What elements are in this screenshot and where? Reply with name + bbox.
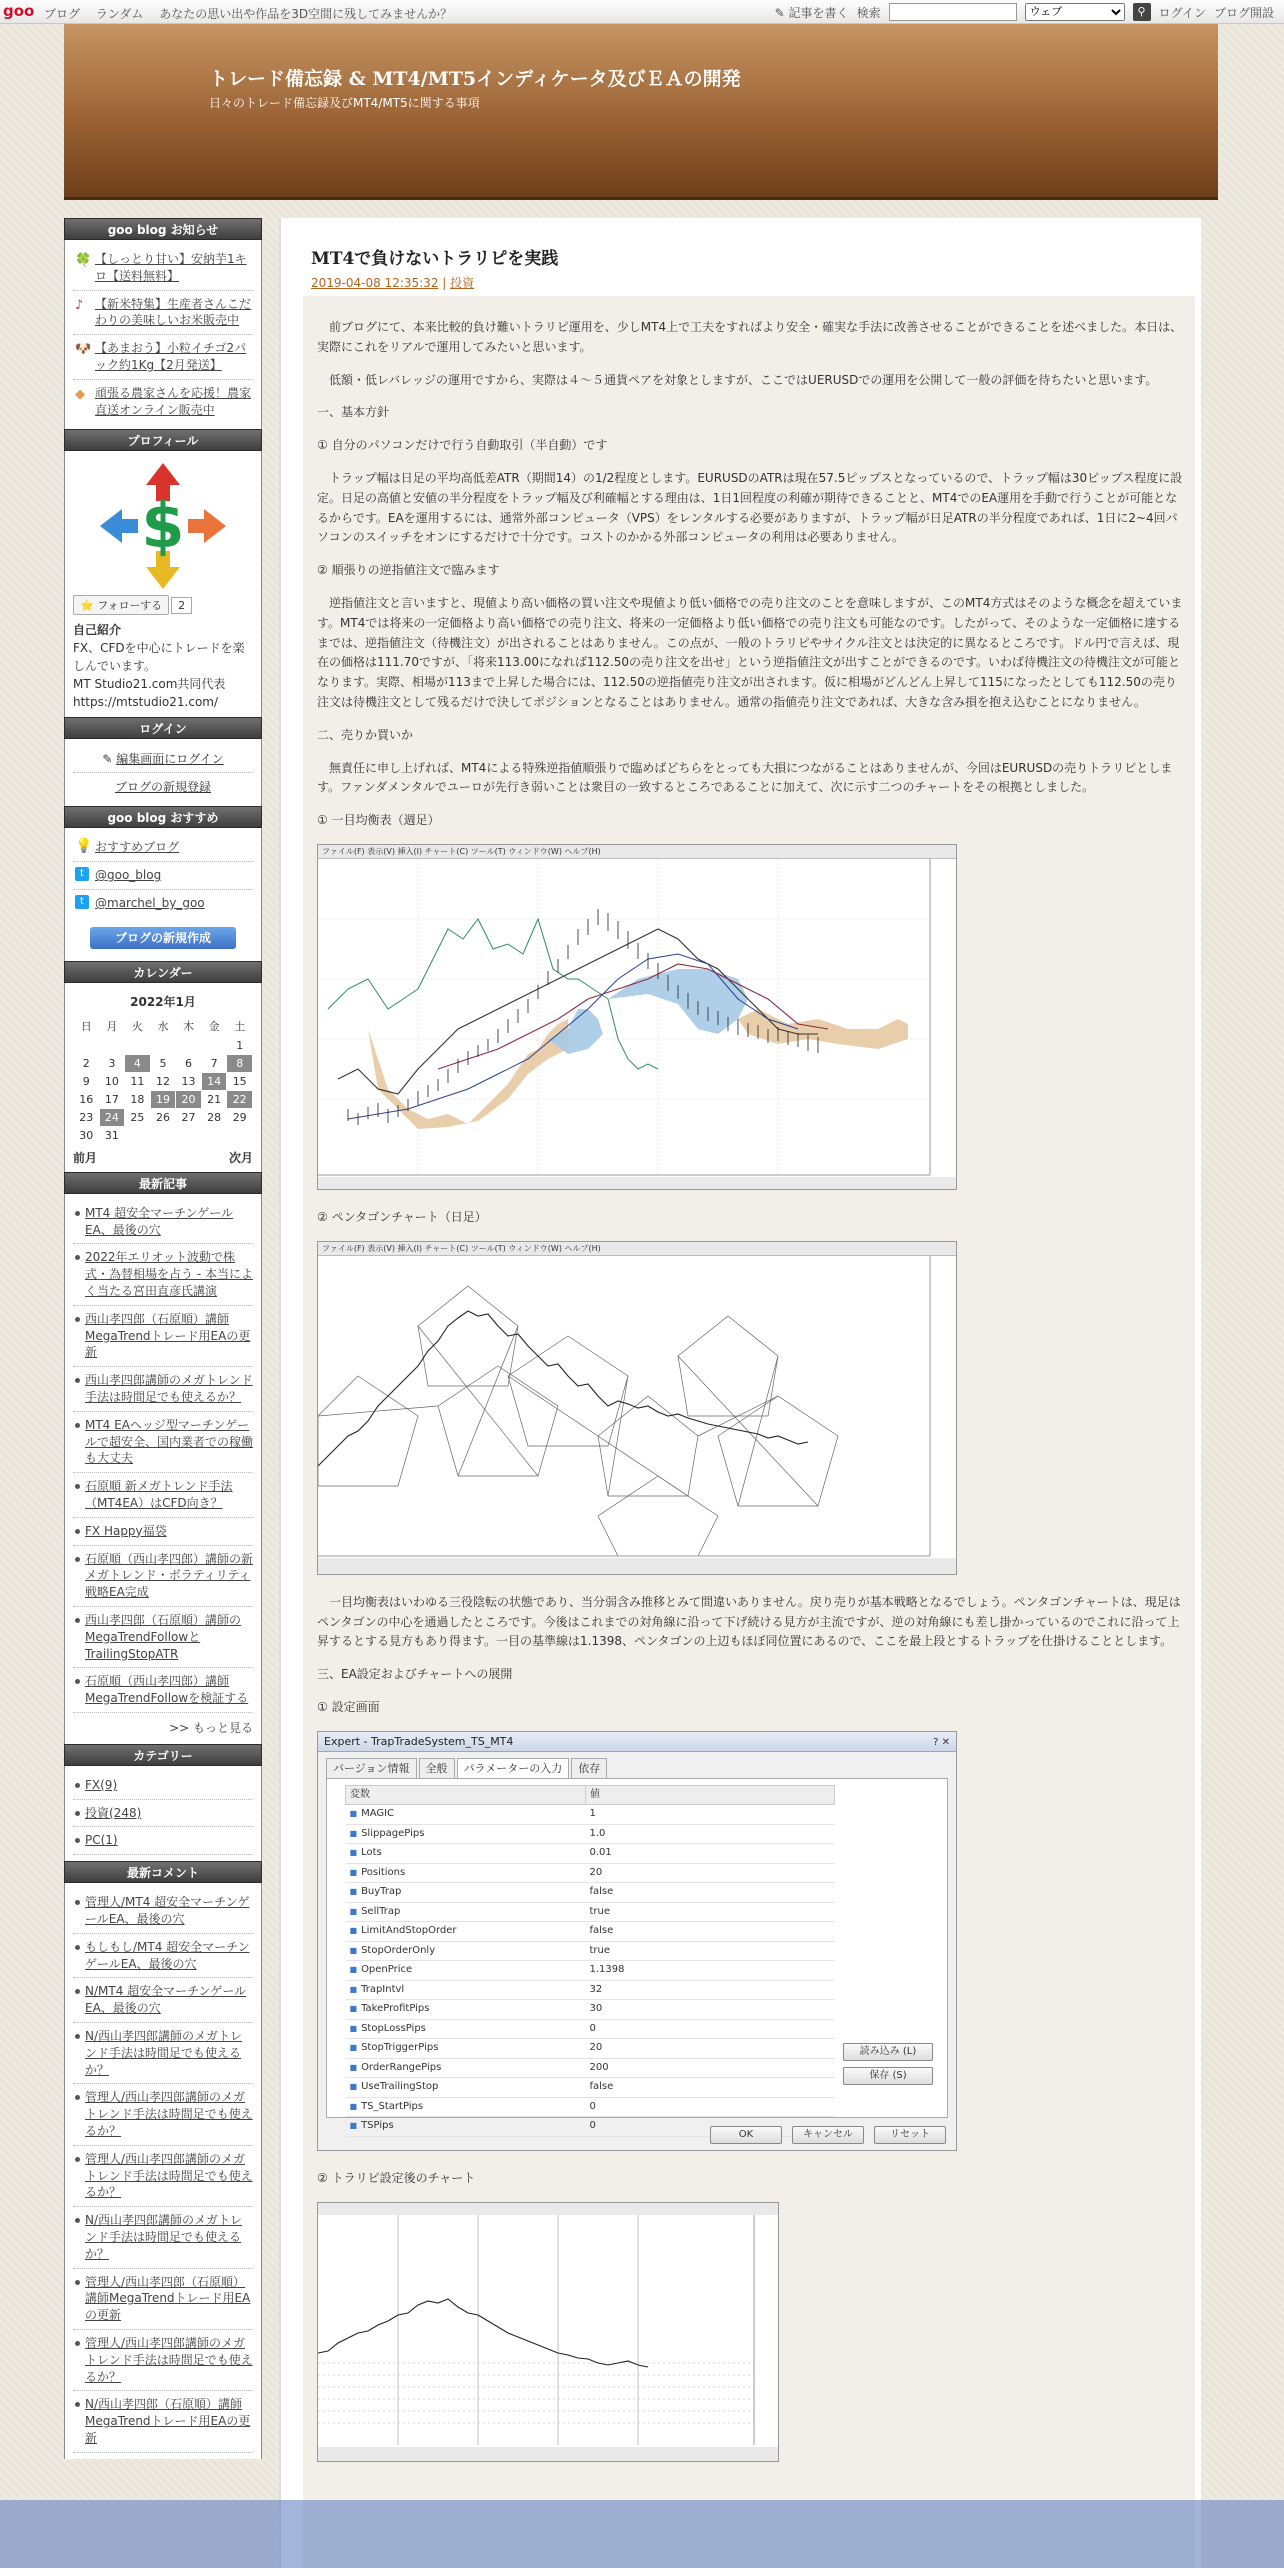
param-value[interactable]: 0: [586, 2097, 835, 2117]
param-name: ■ Lots: [346, 1844, 586, 1864]
calendar-table: [73, 1016, 253, 1145]
param-name: ■ StopOrderOnly: [346, 1941, 586, 1961]
recent-comment-item: [73, 2084, 253, 2145]
post-paragraph: 一目均衡表はいわゆる三役陰転の状態であり、当分弱含み推移とみて間違いありません。戻り売りが基本戦略となるでしょう。ペンタゴンチャートは、現足はペンタゴンの中心を通過したところです。今後はこれまでの対角線に沿って下げ続ける見方が主流ですが、逆の対角線にも差し掛かっているのでこれに沿って上昇するとする見方もあり得ます。一目の基準線は1.1398、ペンタゴンの上辺もほぼ同位置にあるので、ここを最上段とするトラップを仕掛けることとします。: [317, 1594, 1181, 1649]
param-row[interactable]: [346, 1902, 835, 1922]
param-value[interactable]: 1.1398: [586, 1961, 835, 1981]
calendar-box: [64, 983, 262, 1172]
calendar-day: 11: [125, 1072, 151, 1090]
goo-logo[interactable]: goo: [3, 2, 35, 20]
param-name: ■ TakeProfitPips: [346, 2000, 586, 2020]
recommend-item: [73, 834, 253, 862]
recent-comment-item: [73, 2146, 253, 2207]
nav-random-link[interactable]: ランダム: [95, 7, 144, 21]
post-category[interactable]: 投資: [450, 276, 475, 290]
param-value[interactable]: 1.0: [586, 1824, 835, 1844]
calendar-day: [176, 1126, 202, 1144]
calendar-day[interactable]: 22: [227, 1090, 253, 1108]
chart-menubar: ファイル(F) 表示(V) 挿入(I) チャート(C) ツール(T) ウィンドウ(W) ヘルプ(H): [318, 1242, 956, 1256]
post-caption: ① 一目均衡表（週足）: [317, 813, 440, 828]
post-meta: 2019-04-08 12:35:32 | 投資: [311, 276, 475, 290]
calendar-month: 2022年1月: [130, 994, 196, 1009]
ichimoku-chart-image[interactable]: [317, 844, 957, 1190]
params-panel: [326, 1778, 948, 2132]
recent-comment-link[interactable]: 管理人/西山孝四郎講師のメガトレンド手法は時間足でも使えるか？: [85, 2151, 253, 2200]
recent-comment-link[interactable]: 管理人/西山孝四郎（石原順）講師MegaTrendトレード用EAの更新: [85, 2274, 251, 2323]
calendar-day: [201, 1036, 227, 1054]
trap-chart-image[interactable]: [317, 2202, 779, 2462]
calendar-day: [150, 1036, 176, 1054]
recent-comment-item: [73, 2023, 253, 2084]
sidebar: [64, 218, 262, 2459]
recent-article-item: [73, 1607, 253, 1668]
save-button[interactable]: 保存 (S): [843, 2067, 933, 2085]
params-table: [345, 1785, 835, 2137]
dialog-title: Expert - TrapTradeSystem_TS_MT4: [318, 1732, 956, 1752]
intro-line: FX、CFDを中心にトレードを楽しんでいます。: [73, 641, 245, 674]
comments-box: [64, 1883, 262, 2459]
calendar-day: 10: [99, 1072, 125, 1090]
register-link[interactable]: ブログの新規登録: [114, 780, 211, 795]
dog-icon: 🐶: [75, 342, 92, 358]
tab-general[interactable]: 全般: [419, 1758, 455, 1779]
search-icon[interactable]: ⚲: [1133, 3, 1151, 21]
recent-article-link[interactable]: 西山孝四郎（石原順）講師のMegaTrendFollowとTrailingStopATR: [85, 1612, 242, 1661]
recent-article-item: [73, 1200, 253, 1245]
recent-comment-link[interactable]: 管理人/MT4 超安全マーチンゲールEA、最後の穴: [85, 1895, 250, 1927]
calendar-day: 12: [150, 1072, 176, 1090]
post-heading: 二、売りか買いか: [317, 727, 414, 742]
recent-more-link[interactable]: >> もっと見る: [169, 1720, 253, 1735]
recent-comment-item: [73, 1889, 253, 1934]
recent-article-link[interactable]: 西山孝四郎講師のメガトレンド手法は時間足でも使えるか？: [85, 1373, 253, 1404]
search-label: 検索: [856, 5, 881, 20]
params-body: [346, 1805, 835, 2137]
param-value[interactable]: 200: [586, 2058, 835, 2078]
param-value[interactable]: true: [586, 1941, 835, 1961]
recent-comment-link[interactable]: N/MT4 超安全マーチンゲールEA、最後の穴: [85, 1984, 247, 2016]
param-name: ■ UseTrailingStop: [346, 2078, 586, 2098]
blog-description: 日々のトレード備忘録及びMT4/MT5に関する事項: [209, 96, 480, 110]
calendar-week: [74, 1126, 253, 1144]
goo-topbar: [0, 0, 1284, 24]
intro-label: 自己紹介: [73, 623, 122, 638]
param-row[interactable]: [346, 2078, 835, 2098]
twitter-goo-link[interactable]: @goo_blog: [95, 868, 162, 883]
calendar-day[interactable]: 20: [176, 1090, 202, 1108]
param-name: ■ StopTriggerPips: [346, 2039, 586, 2059]
param-row[interactable]: [346, 1961, 835, 1981]
param-row[interactable]: [346, 2058, 835, 2078]
calendar-weekday: 水: [157, 1019, 169, 1033]
category-heading: カテゴリー: [64, 1744, 262, 1766]
param-row[interactable]: [346, 1980, 835, 2000]
calendar-weekdays: [74, 1016, 253, 1037]
calendar-day: [201, 1126, 227, 1144]
diamond-icon: ◆: [75, 386, 85, 402]
param-name: ■ SellTrap: [346, 1902, 586, 1922]
recent-comment-item: [73, 2330, 253, 2391]
lightbulb-icon: 💡: [75, 838, 93, 855]
profile-box: [64, 451, 262, 717]
notice-item: [73, 246, 253, 291]
pentagon-chart-image[interactable]: [317, 1241, 957, 1575]
new-blog-button[interactable]: ブログの新規作成: [90, 927, 236, 949]
calendar-week: [74, 1090, 253, 1108]
param-value[interactable]: 20: [586, 1863, 835, 1883]
calendar-week: [74, 1054, 253, 1072]
recent-list: [73, 1200, 253, 1713]
recent-article-link[interactable]: 石原順 新メガトレンド手法（MT4EA）はCFD向き？: [85, 1479, 233, 1510]
recent-article-link[interactable]: MT4 超安全マーチンゲールEA、最後の穴: [85, 1205, 234, 1237]
param-value[interactable]: 20: [586, 2039, 835, 2059]
notice-item: [73, 335, 253, 380]
calendar-week: [74, 1072, 253, 1090]
category-box: [64, 1766, 262, 1861]
param-name: ■ OrderRangePips: [346, 2058, 586, 2078]
notice-box: [64, 240, 262, 429]
calendar-day: 5: [150, 1054, 176, 1072]
calendar-day: 21: [201, 1090, 227, 1108]
calendar-week: [74, 1036, 253, 1054]
category-item: [73, 1772, 253, 1800]
calendar-day: 25: [125, 1108, 151, 1126]
calendar-day[interactable]: 4: [125, 1054, 151, 1072]
calendar-day: [74, 1036, 100, 1054]
param-row[interactable]: [346, 2039, 835, 2059]
recent-article-link[interactable]: MT4 EAヘッジ型マーチンゲールで超安全、国内業者での稼働も大丈夫: [85, 1417, 254, 1466]
post-paragraph: 前ブログにて、本来比較的負け難いトラリピ運用を、少しMT4上で工夫をすればより安全・確実な手法に改善させることができることを述べました。本日は、実際にこれをリアルで運用してみたいと思います。: [317, 320, 1183, 354]
calendar-day: 26: [150, 1108, 176, 1126]
calendar-day: 29: [227, 1108, 253, 1126]
profile-intro: [73, 621, 253, 711]
load-button[interactable]: 読み込み (L): [843, 2043, 933, 2061]
write-article-label: 記事を書く: [788, 5, 849, 20]
blog-header: [64, 24, 1218, 200]
param-row[interactable]: [346, 1941, 835, 1961]
param-name: ■ BuyTrap: [346, 1883, 586, 1903]
param-row[interactable]: [346, 2019, 835, 2039]
param-value[interactable]: false: [586, 1883, 835, 1903]
calendar-day: [125, 1036, 151, 1054]
dialog-tabs: [318, 1752, 956, 1779]
category-link[interactable]: PC(1): [85, 1833, 118, 1848]
param-row[interactable]: [346, 1863, 835, 1883]
param-row[interactable]: [346, 1824, 835, 1844]
calendar-day: 3: [99, 1054, 125, 1072]
post-paragraph: 逆指値注文と言いますと、現値より高い価格の買い注文や現値より低い価格での売り注文のことを意味しますが、このMT4方式はそのような概念を超えています。MT4では将来の一定価格より高い価格での売り注文、将来の一定価格より低い価格での売り注文も可能なのです。したがって、そのような一定価格に達するまでは、逆指値注文（待機注文）が出されることはありません。この点が、一般のトラリピやサイクル注文とは決定的に異なるところです。ドル円で言えば、現在の価格は111.70ですが、「将来113.00になれば112.50の売り注文を出せ」という逆指値注文が出すことができるのです。いわば待機注文の待機注文が可能となります。実際、相場が113まで上昇した場合には、112.50の逆指値売り注文が出されます。仮に相場がどんどん上昇して115になったとしても112.50の売り注文は待機注文として残るだけで決してポジションとなることはありません。通常の指値売り注文であれば、大きな含み損を抱え込むことになりません。: [317, 595, 1183, 709]
calendar-day: 30: [74, 1126, 100, 1144]
recent-heading: 最新記事: [64, 1172, 262, 1194]
recent-comment-item: [73, 2269, 253, 2330]
category-item: [73, 1827, 253, 1855]
recent-comment-item: [73, 1978, 253, 2023]
recent-box: [64, 1194, 262, 1744]
calendar-day[interactable]: 24: [99, 1108, 125, 1126]
recent-article-item: [73, 1412, 253, 1473]
recent-article-item: [73, 1473, 253, 1518]
calendar-weekday: 火: [131, 1019, 143, 1033]
param-name: ■ TS_StartPips: [346, 2097, 586, 2117]
pentagon-chart-svg: [318, 1256, 957, 1575]
reset-button[interactable]: リセット: [874, 2126, 946, 2144]
profile-avatar[interactable]: [98, 461, 228, 591]
open-blog-link[interactable]: ブログ開設: [1213, 5, 1274, 20]
trap-chart-svg: [318, 2203, 779, 2462]
ea-settings-dialog[interactable]: [317, 1731, 957, 2151]
param-name: ■ StopLossPips: [346, 2019, 586, 2039]
tab-dependencies[interactable]: 依存: [571, 1758, 607, 1779]
topbar-nav: [44, 5, 464, 22]
register-row: [73, 773, 253, 800]
write-article-link[interactable]: ✎ 記事を書く: [774, 5, 849, 20]
recommend-item: [73, 862, 253, 890]
edit-login-link[interactable]: 編集画面にログイン: [116, 752, 224, 767]
recent-article-link[interactable]: FX Happy福袋: [85, 1523, 167, 1538]
calendar-week: [74, 1108, 253, 1126]
param-name: ■ MAGIC: [346, 1805, 586, 1825]
calendar-day: 31: [99, 1126, 125, 1144]
pencil-icon: ✎: [102, 752, 113, 767]
comments-heading: 最新コメント: [64, 1861, 262, 1883]
main-content: [279, 218, 1201, 2568]
calendar-day: 15: [227, 1072, 253, 1090]
param-row[interactable]: [346, 1922, 835, 1942]
post-paragraph: 無責任に申し上げれば、MT4による特殊逆指値順張りで臨めばどちらをとっても大損につながることはありませんが、今回はEURUSDの売りトラリピとします。ファンダメンタルでユーロが先行き弱いことは衆目の一致するところであることに加えて、次に示す二つのチャートをその根拠としました。: [317, 760, 1173, 795]
login-heading: ログイン: [64, 717, 262, 739]
follow-button[interactable]: ⭐ フォローする: [73, 595, 169, 615]
param-row[interactable]: [346, 2097, 835, 2117]
calendar-day: 17: [99, 1090, 125, 1108]
param-name: ■ TrapIntvl: [346, 1980, 586, 2000]
profile-heading: プロフィール: [64, 429, 262, 451]
recent-article-item: [73, 1546, 253, 1607]
cancel-button[interactable]: キャンセル: [792, 2126, 864, 2144]
calendar-day: 28: [201, 1108, 227, 1126]
recent-comment-link[interactable]: 管理人/西山孝四郎講師のメガトレンド手法は時間足でも使えるか？: [85, 2090, 253, 2139]
svg-text:$: $: [141, 489, 185, 563]
recent-article-link[interactable]: 石原順（西山孝四郎）講師MegaTrendFollowを検証する: [85, 1674, 249, 1706]
recommend-box: [64, 828, 262, 960]
calendar-day[interactable]: 8: [227, 1054, 253, 1072]
calendar-weekday: 木: [183, 1019, 195, 1033]
category-item: [73, 1800, 253, 1828]
recent-article-link[interactable]: 石原順（西山孝四郎）講師の新メガトレンド・ボラティリティ戦略EA完成: [85, 1551, 254, 1600]
notice-heading: goo blog お知らせ: [64, 218, 262, 240]
post-paragraph: トラップ幅は日足の平均高低差ATR（期間14）の1/2程度とします。EURUSDのATRは現在57.5ピップスとなっているので、トラップ幅は30ピップス程度に設定。日足の高値と安値の半分程度をトラップ幅及び利確幅とする理由は、1日1回程度の利確が期待できることと、MT4でのEA運用を手動で行うことが可能となるからです。EAを運用するには、通常外部コンピュータ（VPS）をレンタルする必要がありますが、トラップ幅が日足ATRの半分程度であれば、1日に2~4回パソコンのスイッチをオンにするだけで十分です。コストのかかる外部コンピュータの利用は必要ありません。: [317, 470, 1183, 545]
calendar-next-link[interactable]: 次月: [228, 1150, 253, 1165]
param-value[interactable]: 30: [586, 2000, 835, 2020]
login-link[interactable]: ログイン: [1158, 5, 1206, 20]
param-value[interactable]: 32: [586, 1980, 835, 2000]
param-value[interactable]: 0.01: [586, 1844, 835, 1864]
notice-link[interactable]: 【あまおう】小粒イチゴ2パック約1Kg【2月発送】: [95, 341, 247, 372]
calendar-weekday: 月: [106, 1019, 118, 1033]
dollar-arrows-icon: [98, 461, 228, 591]
param-name: ■ Positions: [346, 1863, 586, 1883]
music-note-icon: ♪: [75, 297, 84, 313]
recent-article-item: [73, 1367, 253, 1412]
category-list: [73, 1772, 253, 1855]
recent-comment-link[interactable]: N/西山孝四郎講師のメガトレンド手法は時間足でも使えるか？: [85, 2029, 243, 2077]
calendar-day: 9: [74, 1072, 100, 1090]
post-subheading: ② 順張りの逆指値注文で臨みます: [317, 563, 500, 578]
post-subheading: ① 自分のパソコンだけで行う自動取引（半自動）です: [317, 438, 608, 453]
intro-line: MT Studio21.com共同代表: [73, 677, 226, 692]
post-body: [303, 296, 1195, 2568]
params-col-var: 変数: [346, 1785, 586, 1805]
tab-inputs[interactable]: パラメーターの入力: [457, 1758, 570, 1779]
param-value[interactable]: false: [586, 2078, 835, 2098]
blog-title[interactable]: トレード備忘録 & MT4/MT5インディケータ及びＥＡの開発: [209, 68, 741, 90]
topbar-right: [775, 3, 1274, 21]
category-link[interactable]: 投資(248): [85, 1805, 142, 1820]
clover-icon: 🍀: [75, 253, 92, 268]
param-value[interactable]: 0: [586, 2019, 835, 2039]
recent-article-link[interactable]: 2022年エリオット波動で株式・為替相場を占う - 本当によく当たる宮田直彦氏講演: [85, 1250, 253, 1298]
calendar-day: 13: [176, 1072, 202, 1090]
ichimoku-chart-svg: [318, 859, 957, 1190]
recommend-link[interactable]: おすすめブログ: [95, 840, 180, 855]
category-link[interactable]: FX(9): [85, 1777, 118, 1792]
params-col-val: 値: [586, 1785, 835, 1805]
calendar-weekday: 日: [80, 1019, 92, 1033]
twitter-icon: t: [75, 895, 89, 909]
calendar-day: [150, 1126, 176, 1144]
nav-blog-link[interactable]: ブログ: [44, 7, 81, 21]
param-row[interactable]: [346, 2000, 835, 2020]
notice-link[interactable]: 【新米特集】生産者さんこだわりの美味しいお米販売中: [95, 296, 252, 328]
tab-version[interactable]: バージョン情報: [326, 1758, 417, 1779]
param-name: ■ OpenPrice: [346, 1961, 586, 1981]
recent-article-item: [73, 1518, 253, 1546]
calendar-day[interactable]: 14: [201, 1072, 227, 1090]
recommend-item: [73, 890, 253, 917]
notice-link[interactable]: 頑張る農家さんを応援！農家直送オンライン販売中: [95, 385, 252, 417]
dialog-help-close[interactable]: ? ✕: [933, 1736, 950, 1748]
post-paragraph: 低額・低レバレッジの運用ですから、実際は４～５通貨ペアを対象としますが、ここではUERUSDでの運用を公開して一般の評価を待ちたいと思います。: [329, 372, 1158, 387]
param-value[interactable]: false: [586, 1922, 835, 1942]
recent-comment-item: [73, 2207, 253, 2268]
recent-article-link[interactable]: 西山孝四郎（石原順）講師MegaTrendトレード用EAの更新: [85, 1311, 251, 1360]
post-caption: ② ペンタゴンチャート（日足）: [317, 1209, 487, 1224]
param-value[interactable]: true: [586, 1902, 835, 1922]
post-heading: 一、基本方針: [317, 405, 390, 420]
recent-comment-item: [73, 2391, 253, 2452]
login-box: [64, 739, 262, 806]
param-row[interactable]: [346, 1805, 835, 1825]
post-heading: 三、EA設定およびチャートへの展開: [317, 1667, 513, 1682]
notice-link[interactable]: 【しっとり甘い】安納芋1キロ【送料無料】: [95, 252, 247, 283]
recent-comment-link[interactable]: もしもし/MT4 超安全マーチンゲールEA、最後の穴: [85, 1939, 250, 1971]
recent-comment-item: [73, 1934, 253, 1979]
calendar-day: 27: [176, 1108, 202, 1126]
nav-promo-link[interactable]: あなたの思い出や作品を3D空間に残してみませんか？: [159, 7, 453, 21]
calendar-day: 1: [227, 1036, 253, 1054]
recent-comment-link[interactable]: N/西山孝四郎（石原順）講師MegaTrendトレード用EAの更新: [85, 2397, 251, 2445]
param-name: ■ LimitAndStopOrder: [346, 1922, 586, 1942]
calendar-day: 7: [201, 1054, 227, 1072]
calendar-heading: カレンダー: [64, 961, 262, 983]
calendar-day: 2: [74, 1054, 100, 1072]
search-scope-select[interactable]: [1025, 3, 1125, 21]
twitter-marchel-link[interactable]: @marchel_by_goo: [95, 895, 205, 910]
param-name: ■ SlippagePips: [346, 1824, 586, 1844]
comment-list: [73, 1889, 253, 2453]
calendar-weekday: 土: [234, 1019, 246, 1033]
post-title[interactable]: MT4で負けないトラリピを実践: [311, 249, 559, 269]
bottom-overlay-band: [0, 2500, 1284, 2568]
recent-more-row: [73, 1713, 253, 1738]
param-value[interactable]: 1: [586, 1805, 835, 1825]
edit-login-row: [73, 745, 253, 773]
search-input[interactable]: [889, 3, 1017, 21]
param-row[interactable]: [346, 1844, 835, 1864]
calendar-day: [176, 1036, 202, 1054]
follow-label: フォローする: [97, 599, 163, 613]
ok-button[interactable]: OK: [710, 2126, 782, 2144]
calendar-day[interactable]: 19: [150, 1090, 176, 1108]
calendar-day: [227, 1126, 253, 1144]
chart-menubar: ファイル(F) 表示(V) 挿入(I) チャート(C) ツール(T) ウィンドウ(W) ヘルプ(H): [318, 845, 956, 859]
calendar-day: 23: [74, 1108, 100, 1126]
param-row[interactable]: [346, 1883, 835, 1903]
post-caption: ① 設定画面: [317, 1699, 380, 1714]
notice-item: [73, 291, 253, 336]
calendar-day: 16: [74, 1090, 100, 1108]
recent-article-item: [73, 1244, 253, 1305]
calendar-nav: [73, 1149, 253, 1166]
calendar-weekday: 金: [208, 1019, 220, 1033]
follow-count: 2: [171, 597, 192, 614]
recommend-heading: goo blog おすすめ: [64, 806, 262, 828]
calendar-day: 6: [176, 1054, 202, 1072]
post-caption: ② トラリピ設定後のチャート: [317, 2170, 476, 2185]
post-date[interactable]: 2019-04-08 12:35:32: [311, 276, 439, 290]
twitter-icon: t: [75, 867, 89, 881]
intro-url: https://mtstudio21.com/: [73, 695, 219, 710]
calendar-body: [74, 1036, 253, 1144]
param-name: ■ TSPips: [346, 2117, 586, 2137]
notice-item: [73, 380, 253, 424]
calendar-prev-link[interactable]: 前月: [73, 1150, 98, 1165]
calendar-day: [99, 1036, 125, 1054]
calendar-day: 18: [125, 1090, 151, 1108]
recent-comment-link[interactable]: 管理人/西山孝四郎講師のメガトレンド手法は時間足でも使えるか？: [85, 2336, 253, 2384]
calendar-day: [125, 1126, 151, 1144]
recent-comment-link[interactable]: N/西山孝四郎講師のメガトレンド手法は時間足でも使えるか？: [85, 2213, 243, 2261]
param-value[interactable]: 0: [586, 2117, 835, 2137]
recent-article-item: [73, 1668, 253, 1713]
recent-article-item: [73, 1306, 253, 1367]
